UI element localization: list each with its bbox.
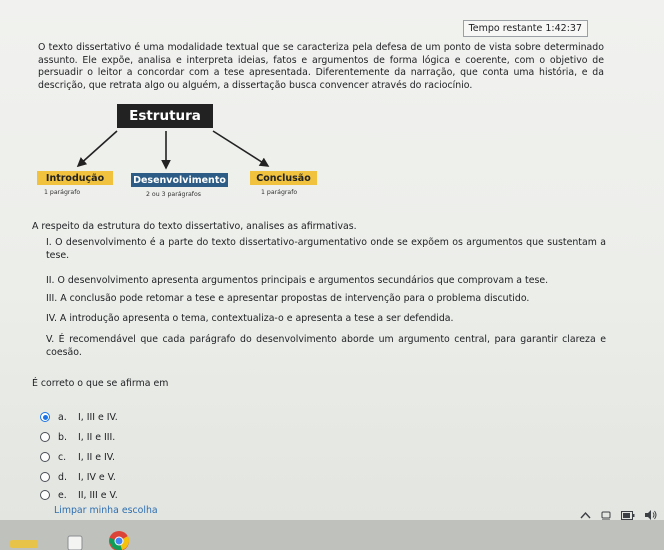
question-statement: O texto dissertativo é uma modalidade textual que se caracteriza pela defesa de um ponto de vista sobre determinado assunto. Ele expõe, analisa e interpreta ideias, fatos e argumentos de forma lógica e coerente, com o objetivo de persuadir o leitor a concordar com a tese apresentada. Diferentemente da narração, que conta uma história, e da descrição, que retrata algo ou alguém, a dissertação busca convencer através do raciocínio.: [38, 42, 604, 91]
question-prompt: A respeito da estrutura do texto dissertativo, analises as afirmativas.: [32, 221, 357, 232]
diagram-conclusion-sub: 1 parágrafo: [261, 189, 298, 196]
radio-icon[interactable]: [40, 452, 50, 462]
diagram-intro-box: Introdução: [37, 171, 113, 185]
app-icon[interactable]: [66, 534, 84, 550]
statement-item: III. A conclusão pode retomar a tese e apresentar propostas de intervenção para o problema discutido.: [46, 293, 530, 304]
option-letter: e.: [58, 489, 67, 501]
option-text: I, III e IV.: [78, 411, 118, 423]
diagram-conclusion-box: Conclusão: [250, 171, 317, 185]
question-text: É correto o que se afirma em: [32, 378, 169, 389]
statement-item: I. O desenvolvimento é a parte do texto dissertativo-argumentativo onde se expõem os argumentos que sustentam a tese.: [46, 237, 606, 261]
diagram-title: Estrutura: [117, 104, 213, 128]
structure-diagram-arrows: [0, 0, 664, 250]
option-letter: c.: [58, 451, 67, 463]
option-a[interactable]: [40, 410, 118, 424]
option-text: I, II e IV.: [78, 451, 115, 463]
arrow-to-conclusion: [213, 131, 268, 166]
option-c[interactable]: [40, 450, 115, 464]
clear-choice-link[interactable]: Limpar minha escolha: [54, 505, 158, 516]
radio-selected-icon[interactable]: [40, 412, 50, 422]
arrow-to-intro: [78, 131, 117, 166]
option-e[interactable]: [40, 488, 118, 502]
option-letter: b.: [58, 431, 67, 443]
diagram-development-sub: 2 ou 3 parágrafos: [146, 191, 201, 198]
option-text: I, IV e V.: [78, 471, 116, 483]
timer-value: 1:42:37: [545, 23, 582, 34]
option-text: I, II e III.: [78, 431, 116, 443]
statement-item: II. O desenvolvimento apresenta argumentos principais e argumentos secundários que comprovam a tese.: [46, 275, 549, 286]
radio-icon[interactable]: [40, 490, 50, 500]
option-b[interactable]: [40, 430, 115, 444]
app-icon[interactable]: [10, 536, 40, 548]
timer-label: Tempo restante: [468, 23, 543, 34]
browser-icon[interactable]: [108, 530, 130, 550]
radio-icon[interactable]: [40, 432, 50, 442]
option-letter: a.: [58, 411, 67, 423]
diagram-intro-sub: 1 parágrafo: [44, 189, 81, 196]
option-letter: d.: [58, 471, 67, 483]
radio-icon[interactable]: [40, 472, 50, 482]
diagram-development-box: Desenvolvimento: [131, 173, 228, 187]
statement-item: V. É recomendável que cada parágrafo do desenvolvimento aborde um argumento central, para garantir clareza e coesão.: [46, 334, 606, 358]
taskbar: [0, 520, 664, 550]
option-d[interactable]: [40, 470, 116, 484]
option-text: II, III e V.: [78, 489, 118, 501]
statement-item: IV. A introdução apresenta o tema, contextualiza-o e apresenta a tese a ser defendida.: [46, 313, 454, 324]
